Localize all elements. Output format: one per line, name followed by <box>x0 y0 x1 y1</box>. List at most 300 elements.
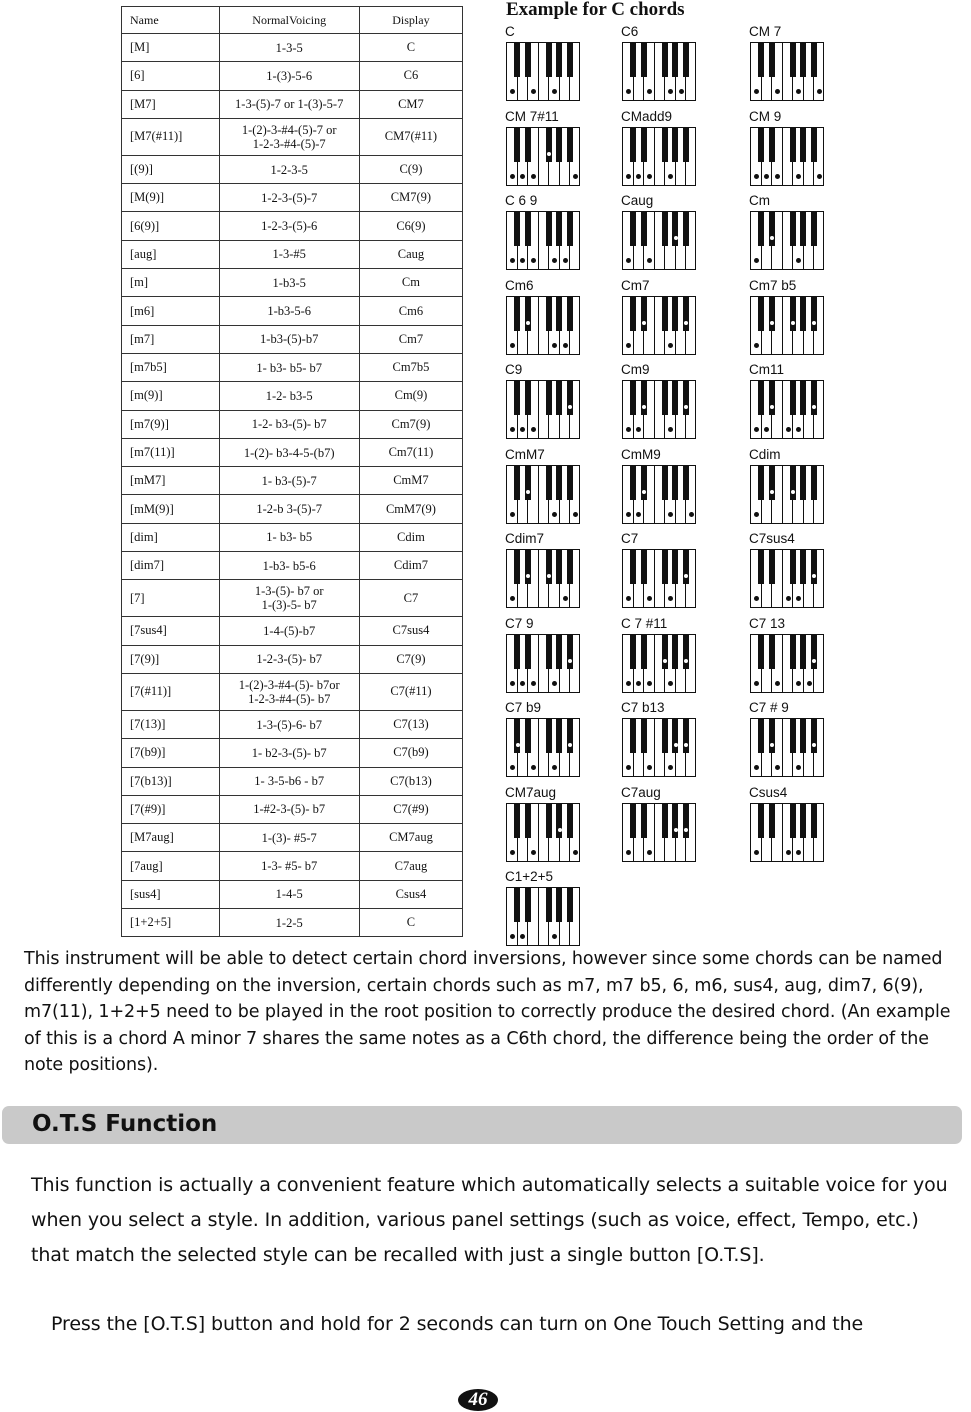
chord-name-cell: [7(#9)] <box>122 795 220 823</box>
table-row <box>122 523 463 551</box>
section-title: O.T.S Function <box>32 1111 218 1137</box>
black-key <box>662 128 668 162</box>
keyboard-diagram <box>506 127 580 186</box>
chord-name-cell: [7(13)] <box>122 710 220 738</box>
display-cell: C7 <box>359 580 462 617</box>
display-cell: Cm7(9) <box>359 410 462 438</box>
voicing-cell: 1-b3- b5-6 <box>219 552 359 580</box>
black-key <box>567 381 573 415</box>
note-dot <box>510 934 515 939</box>
voicing-cell: 1-(3)- #5-7 <box>219 824 359 852</box>
chord-name-cell: [dim7] <box>122 552 220 580</box>
table-row <box>122 880 463 908</box>
chord-label: C7 <box>621 531 639 546</box>
chord-diagram <box>744 22 874 106</box>
black-key <box>662 381 668 415</box>
black-key <box>790 212 796 246</box>
black-key <box>769 212 775 246</box>
keyboard-diagram <box>750 718 824 777</box>
black-key <box>630 635 636 669</box>
note-dot <box>626 850 631 855</box>
black-key <box>641 719 647 753</box>
note-dot <box>770 321 774 325</box>
chord-diagram <box>616 22 746 106</box>
black-key <box>556 466 562 500</box>
black-key <box>811 381 817 415</box>
display-cell: Cm <box>359 269 462 297</box>
examples-title: Example for C chords <box>506 0 685 20</box>
note-dot <box>510 681 515 686</box>
black-key <box>683 212 689 246</box>
keyboard-diagram <box>506 296 580 355</box>
black-key <box>662 297 668 331</box>
chord-label: CmM7 <box>505 446 545 462</box>
keyboard-diagram <box>622 718 696 777</box>
note-dot <box>817 89 822 94</box>
black-key <box>683 804 689 838</box>
chord-name-cell: [M] <box>122 34 220 62</box>
ots-description: This function is actually a convenient feature which automatically selects a suitable voice for you when you select a style. In addition, various panel settings (such as voice, effect, Tempo, etc.) that match the selected style can be recalled with just a single button [O.T.S]. <box>31 1174 948 1266</box>
table-row <box>122 467 463 495</box>
voicing-cell: 1-4-(5)-b7 <box>219 617 359 645</box>
black-key <box>525 804 531 838</box>
note-dot <box>626 343 631 348</box>
note-dot <box>510 343 515 348</box>
voicing-cell: 1-2-3-(5)- b7 <box>219 645 359 673</box>
black-key <box>630 550 636 584</box>
note-dot <box>647 596 652 601</box>
table-row <box>122 438 463 466</box>
black-key <box>567 297 573 331</box>
note-dot <box>754 258 759 263</box>
black-key <box>546 381 552 415</box>
chord-name-cell: [sus4] <box>122 880 220 908</box>
display-cell: Caug <box>359 240 462 268</box>
keyboard-diagram <box>506 465 580 524</box>
display-cell: Cm7(11) <box>359 438 462 466</box>
black-key <box>567 128 573 162</box>
chord-label: Cdim7 <box>505 531 545 546</box>
black-key <box>811 128 817 162</box>
chord-diagram <box>616 783 746 867</box>
black-key <box>641 466 647 500</box>
note-dot <box>573 174 578 179</box>
black-key <box>525 466 531 500</box>
black-key <box>683 635 689 669</box>
chord-label: Cm11 <box>749 362 785 377</box>
chord-label: C <box>505 24 515 39</box>
display-cell: C <box>359 909 462 937</box>
note-dot <box>626 681 631 686</box>
black-key <box>546 719 552 753</box>
voicing-cell: 1-(2)- b3-4-5-(b7) <box>219 438 359 466</box>
voicing-cell: 1-(2)-3-#4-(5)- b7or 1-2-3-#4-(5)- b7 <box>219 673 359 710</box>
table-row <box>122 353 463 381</box>
note-dot <box>770 490 774 494</box>
table-row <box>122 184 463 212</box>
table-row <box>122 739 463 767</box>
display-cell: CmM7(9) <box>359 495 462 523</box>
note-dot <box>626 427 631 432</box>
note-dot <box>531 850 536 855</box>
note-dot <box>510 850 515 855</box>
chord-name-cell: [7aug] <box>122 852 220 880</box>
black-key <box>546 212 552 246</box>
note-dot <box>668 174 673 179</box>
note-dot <box>563 258 568 263</box>
keyboard-diagram <box>506 634 580 693</box>
table-row <box>122 118 463 155</box>
voicing-cell: 1-b3-(5)-b7 <box>219 325 359 353</box>
table-row <box>122 325 463 353</box>
black-key <box>811 466 817 500</box>
chord-label: C7aug <box>621 784 661 800</box>
note-dot <box>775 765 780 770</box>
keyboard-diagram <box>622 634 696 693</box>
table-row <box>122 673 463 710</box>
chord-diagram <box>616 529 746 613</box>
chord-diagram <box>500 360 630 444</box>
display-cell: CM7(9) <box>359 184 462 212</box>
chord-name-cell: [7(9)] <box>122 645 220 673</box>
black-key <box>758 297 764 331</box>
display-cell: C6 <box>359 62 462 90</box>
display-cell: Cm7b5 <box>359 353 462 381</box>
note-dot <box>791 321 795 325</box>
note-dot <box>531 765 536 770</box>
note-dot <box>668 681 673 686</box>
note-dot <box>520 681 525 686</box>
note-dot <box>636 681 641 686</box>
black-key <box>556 888 562 922</box>
voicing-cell: 1-3-#5 <box>219 240 359 268</box>
black-key <box>769 297 775 331</box>
chord-diagram <box>744 529 874 613</box>
black-key <box>758 43 764 77</box>
chord-name-cell: [6(9)] <box>122 212 220 240</box>
black-key <box>514 466 520 500</box>
black-key <box>672 43 678 77</box>
black-key <box>546 466 552 500</box>
voicing-cell: 1- b3-(5)-7 <box>219 467 359 495</box>
keyboard-diagram <box>622 296 696 355</box>
voicing-cell: 1-(3)-5-6 <box>219 62 359 90</box>
display-cell: C6(9) <box>359 212 462 240</box>
note-dot <box>558 828 562 832</box>
keyboard-diagram <box>622 549 696 608</box>
black-key <box>641 128 647 162</box>
black-key <box>672 719 678 753</box>
display-cell: C7(b9) <box>359 739 462 767</box>
black-key <box>525 888 531 922</box>
black-key <box>514 212 520 246</box>
table-row <box>122 34 463 62</box>
black-key <box>683 466 689 500</box>
ots-press-note: Press the [O.T.S] button and hold for 2 seconds can turn on One Touch Setting and the <box>51 1313 864 1335</box>
table-row <box>122 382 463 410</box>
chord-name-cell: [m7(9)] <box>122 410 220 438</box>
black-key <box>672 804 678 838</box>
voicing-cell: 1- b2-3-(5)- b7 <box>219 739 359 767</box>
voicing-cell: 1-2-3-(5)-7 <box>219 184 359 212</box>
black-key <box>672 297 678 331</box>
table-row <box>122 240 463 268</box>
chord-diagram <box>500 276 630 360</box>
note-dot <box>807 681 812 686</box>
black-key <box>662 635 668 669</box>
voicing-cell: 1- b3- b5 <box>219 523 359 551</box>
black-key <box>630 381 636 415</box>
chord-name-cell: [1+2+5] <box>122 909 220 937</box>
chord-diagram <box>500 529 630 613</box>
black-key <box>546 635 552 669</box>
black-key <box>641 43 647 77</box>
note-dot <box>510 512 515 517</box>
chord-label: Cm7 <box>621 277 650 293</box>
note-dot <box>796 681 801 686</box>
black-key <box>800 804 806 838</box>
keyboard-diagram <box>750 465 824 524</box>
chord-name-cell: [(9)] <box>122 155 220 183</box>
note-dot <box>796 850 801 855</box>
black-key <box>525 297 531 331</box>
chord-name-cell: [m7b5] <box>122 353 220 381</box>
black-key <box>556 635 562 669</box>
black-key <box>672 466 678 500</box>
chord-label: Cdim <box>749 446 781 462</box>
note-dot <box>674 236 678 240</box>
table-row <box>122 155 463 183</box>
header-display: Display <box>359 7 462 34</box>
note-dot <box>796 174 801 179</box>
chord-label: C 6 9 <box>505 193 538 208</box>
chord-diagram <box>500 22 630 106</box>
black-key <box>525 550 531 584</box>
table-row <box>122 552 463 580</box>
black-key <box>683 297 689 331</box>
inversion-note: This instrument will be able to detect certain chord inversions, however since some chords can be named differently depending on the inversion, certain chords such as m7, m7 b5, 6, m6, sus4, aug, dim7, 6(9), m7(11), 1+2+5 need to be played in the root position to correctly produce the desired chord. (An example of this is a chord A minor 7 shares the same notes as a C6th chord, the difference being the order of the note positions). <box>24 949 951 1075</box>
chord-diagram <box>744 783 874 867</box>
note-dot <box>626 174 631 179</box>
chord-label: C7 13 <box>749 615 786 631</box>
table-row <box>122 62 463 90</box>
chord-label: CM 7#11 <box>505 108 559 124</box>
chord-diagram <box>616 107 746 191</box>
black-key <box>630 128 636 162</box>
chord-name-cell: [M7(#11)] <box>122 118 220 155</box>
note-dot <box>786 427 791 432</box>
black-key <box>556 297 562 331</box>
display-cell: C(9) <box>359 155 462 183</box>
note-dot <box>573 850 578 855</box>
chord-name-cell: [M7] <box>122 90 220 118</box>
chord-diagram <box>500 783 630 867</box>
display-cell: Cm7 <box>359 325 462 353</box>
keyboard-diagram <box>750 634 824 693</box>
note-dot <box>786 596 791 601</box>
note-dot <box>663 659 667 663</box>
note-dot <box>516 743 520 747</box>
black-key <box>514 381 520 415</box>
note-dot <box>647 174 652 179</box>
chord-label: CM7aug <box>505 784 557 800</box>
black-key <box>630 212 636 246</box>
chord-name-cell: [7(b9)] <box>122 739 220 767</box>
black-key <box>525 212 531 246</box>
table-row <box>122 269 463 297</box>
keyboard-diagram <box>622 465 696 524</box>
keyboard-diagram <box>506 549 580 608</box>
chord-diagram <box>500 107 630 191</box>
chord-label: C7sus4 <box>749 531 795 546</box>
chord-diagram <box>744 107 874 191</box>
note-dot <box>754 596 759 601</box>
note-dot <box>526 321 530 325</box>
black-key <box>800 212 806 246</box>
keyboard-diagram <box>506 718 580 777</box>
table-row <box>122 710 463 738</box>
black-key <box>758 466 764 500</box>
black-key <box>769 466 775 500</box>
black-key <box>811 212 817 246</box>
keyboard-diagram <box>506 887 580 946</box>
note-dot <box>786 850 791 855</box>
voicing-cell: 1- b3- b5- b7 <box>219 353 359 381</box>
black-key <box>800 466 806 500</box>
chord-diagram <box>500 698 630 782</box>
black-key <box>546 297 552 331</box>
voicing-cell: 1-(2)-3-#4-(5)-7 or 1-2-3-#4-(5)-7 <box>219 118 359 155</box>
chord-diagram <box>744 445 874 529</box>
black-key <box>790 466 796 500</box>
note-dot <box>510 427 515 432</box>
black-key <box>630 719 636 753</box>
page-number: 46 <box>458 1389 498 1411</box>
black-key <box>641 550 647 584</box>
table-row <box>122 824 463 852</box>
black-key <box>672 212 678 246</box>
black-key <box>811 804 817 838</box>
note-dot <box>689 512 694 517</box>
note-dot <box>674 743 678 747</box>
chord-diagram <box>616 191 746 275</box>
keyboard-diagram <box>622 803 696 862</box>
chord-name-cell: [7sus4] <box>122 617 220 645</box>
chord-name-cell: [mM(9)] <box>122 495 220 523</box>
black-key <box>546 888 552 922</box>
note-dot <box>754 427 759 432</box>
black-key <box>662 212 668 246</box>
note-dot <box>573 512 578 517</box>
header-name: Name <box>122 7 220 34</box>
note-dot <box>626 89 631 94</box>
note-dot <box>754 681 759 686</box>
chord-label: C1+2+5 <box>505 869 554 884</box>
chord-diagram <box>744 360 874 444</box>
note-dot <box>754 89 759 94</box>
voicing-cell: 1-3-(5)-6- b7 <box>219 710 359 738</box>
chord-name-cell: [mM7] <box>122 467 220 495</box>
voicing-cell: 1-3-(5)- b7 or 1-(3)-5- b7 <box>219 580 359 617</box>
black-key <box>800 381 806 415</box>
note-dot <box>526 490 530 494</box>
black-key <box>567 466 573 500</box>
note-dot <box>775 89 780 94</box>
voicing-cell: 1-b3-5 <box>219 269 359 297</box>
note-dot <box>642 490 646 494</box>
black-key <box>811 43 817 77</box>
black-key <box>758 128 764 162</box>
chord-diagram <box>744 614 874 698</box>
display-cell: Cm6 <box>359 297 462 325</box>
black-key <box>514 888 520 922</box>
voicing-cell: 1-3-5 <box>219 34 359 62</box>
note-dot <box>647 765 652 770</box>
black-key <box>769 128 775 162</box>
note-dot <box>626 258 631 263</box>
black-key <box>630 297 636 331</box>
black-key <box>811 297 817 331</box>
voicing-cell: 1-3-(5)-7 or 1-(3)-5-7 <box>219 90 359 118</box>
note-dot <box>636 512 641 517</box>
note-dot <box>754 343 759 348</box>
black-key <box>758 381 764 415</box>
voicing-cell: 1-2-3-(5)-6 <box>219 212 359 240</box>
table-row <box>122 645 463 673</box>
note-dot <box>531 174 536 179</box>
chord-label: Caug <box>621 193 654 208</box>
black-key <box>641 381 647 415</box>
black-key <box>662 466 668 500</box>
black-key <box>769 550 775 584</box>
display-cell: C7aug <box>359 852 462 880</box>
black-key <box>683 128 689 162</box>
black-key <box>514 128 520 162</box>
black-key <box>514 550 520 584</box>
chord-diagram <box>616 360 746 444</box>
chord-diagram <box>616 698 746 782</box>
note-dot <box>775 174 780 179</box>
chord-diagram <box>500 445 630 529</box>
black-key <box>758 719 764 753</box>
chord-label: CMadd9 <box>621 108 673 124</box>
note-dot <box>647 258 652 263</box>
black-key <box>525 719 531 753</box>
keyboard-diagram <box>750 296 824 355</box>
note-dot <box>791 490 795 494</box>
black-key <box>630 466 636 500</box>
keyboard-diagram <box>750 211 824 270</box>
keyboard-diagram <box>506 803 580 862</box>
chord-label: CM 7 <box>749 24 782 39</box>
chord-label: Cm6 <box>505 277 534 293</box>
note-dot <box>647 850 652 855</box>
note-dot <box>636 174 641 179</box>
black-key <box>769 381 775 415</box>
chord-name-cell: [M7aug] <box>122 824 220 852</box>
note-dot <box>754 174 759 179</box>
black-key <box>800 128 806 162</box>
black-key <box>514 297 520 331</box>
keyboard-diagram <box>506 380 580 439</box>
black-key <box>567 43 573 77</box>
note-dot <box>775 681 780 686</box>
chord-diagram <box>744 276 874 360</box>
black-key <box>811 550 817 584</box>
black-key <box>811 635 817 669</box>
black-key <box>556 212 562 246</box>
black-key <box>790 550 796 584</box>
